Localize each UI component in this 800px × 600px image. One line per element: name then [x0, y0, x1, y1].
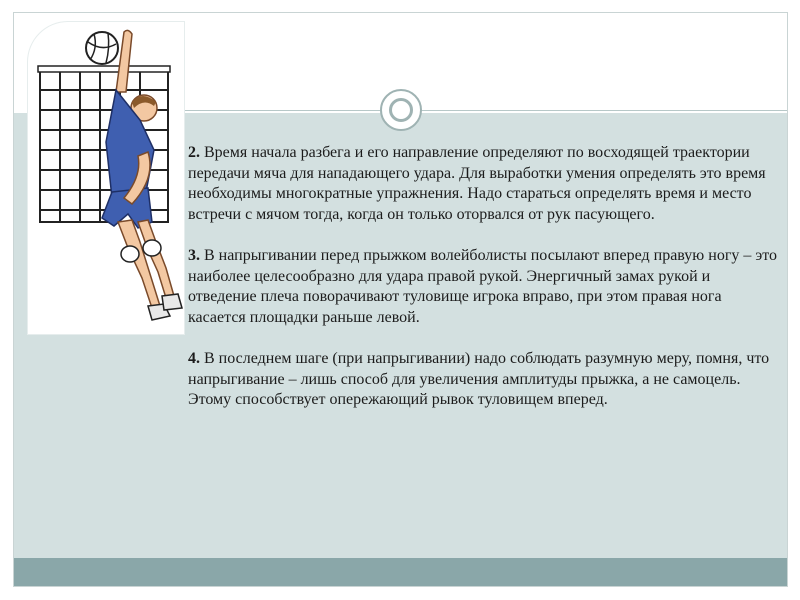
illustration-card [28, 22, 184, 334]
paragraph-3 [188, 246, 778, 328]
slide-footer-bar [14, 558, 787, 586]
slide-text-block [188, 143, 778, 431]
paragraph-number: 4. [188, 349, 200, 367]
paragraph-text: Время начала разбега и его направление определяют по восходящей траектории передачи мяча для нападающего удара. Для выработки умения определять это время необходимы многократные упражнения. Надо стараться определять время и место встречи с мячом тогда, когда он только оторвался от рук пасующего. [188, 144, 766, 223]
paragraph-number: 3. [188, 246, 200, 264]
ring-icon [380, 89, 422, 131]
paragraph-text: В напрыгивании перед прыжком волейболисты посылают вперед правую ногу – это наиболее целесообразно для удара правой рукой. Энергичный замах рукой и отведение плеча поворачивают туловище игрока вправо, при этом правая нога касается площадки раньше левой. [188, 246, 778, 326]
paragraph-text: В последнем шаге (при напрыгивании) надо соблюдать разумную меру, помня, что напрыгивание – лишь способ для увеличения амплитуды прыжка, а не самоцель. Этому способствует опережающий рывок туловищем вперед. [188, 349, 770, 409]
paragraph-number: 2. [188, 144, 200, 161]
paragraph-2 [188, 143, 778, 225]
volleyball-player-illustration [28, 22, 184, 334]
header-divider-line [183, 110, 787, 111]
ring-icon-inner [389, 98, 413, 122]
paragraph-4 [188, 349, 778, 411]
volleyball-ball [86, 32, 118, 64]
